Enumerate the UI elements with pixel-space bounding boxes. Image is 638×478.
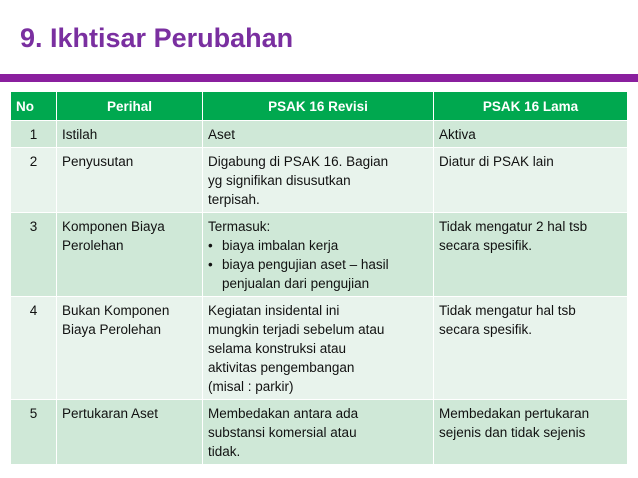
cell-lama: Tidak mengatur hal tsb secara spesifik. [434, 297, 628, 400]
cell-revisi: Aset [203, 121, 434, 148]
bullet-text: biaya imbalan kerja [222, 238, 339, 253]
comparison-table [10, 91, 628, 465]
header-psak-lama: PSAK 16 Lama [434, 92, 628, 121]
accent-bar [0, 74, 638, 82]
cell-revisi-intro: Termasuk: [208, 219, 271, 234]
cell-perihal: Bukan Komponen Biaya Perolehan [57, 297, 203, 400]
table-row [11, 213, 628, 297]
cell-perihal: Pertukaran Aset [57, 400, 203, 465]
cell-lama: Diatur di PSAK lain [434, 148, 628, 213]
cell-revisi [203, 213, 434, 297]
cell-revisi: Kegiatan insidental ini mungkin terjadi sebelum atau selama konstruksi atau aktivitas pengembangan (misal : parkir) [203, 297, 434, 400]
header-psak-revisi: PSAK 16 Revisi [203, 92, 434, 121]
page-title: 9. Ikhtisar Perubahan [20, 23, 294, 53]
cell-revisi: Membedakan antara ada substansi komersial atau tidak. [203, 400, 434, 465]
cell-perihal: Istilah [57, 121, 203, 148]
cell-lama: Membedakan pertukaran sejenis dan tidak sejenis [434, 400, 628, 465]
bullet-item [208, 236, 428, 255]
cell-perihal: Penyusutan [57, 148, 203, 213]
header-no: No [11, 92, 57, 121]
cell-no: 2 [11, 148, 57, 213]
bullet-item [208, 255, 428, 293]
bullet-icon: • [208, 257, 213, 272]
cell-no: 5 [11, 400, 57, 465]
cell-perihal: Komponen Biaya Perolehan [57, 213, 203, 297]
cell-no: 4 [11, 297, 57, 400]
cell-no: 3 [11, 213, 57, 297]
bullet-text: biaya pengujian aset – hasil penjualan dari pengujian [222, 257, 389, 291]
table-header-row [11, 92, 628, 121]
table-row [11, 121, 628, 148]
bullet-icon: • [208, 238, 213, 253]
header-perihal: Perihal [57, 92, 203, 121]
table-row [11, 297, 628, 400]
table-row [11, 400, 628, 465]
cell-lama: Aktiva [434, 121, 628, 148]
cell-revisi: Digabung di PSAK 16. Bagian yg signifikan disusutkan terpisah. [203, 148, 434, 213]
cell-lama: Tidak mengatur 2 hal tsb secara spesifik. [434, 213, 628, 297]
table-row [11, 148, 628, 213]
bullet-list [208, 236, 428, 293]
cell-no: 1 [11, 121, 57, 148]
